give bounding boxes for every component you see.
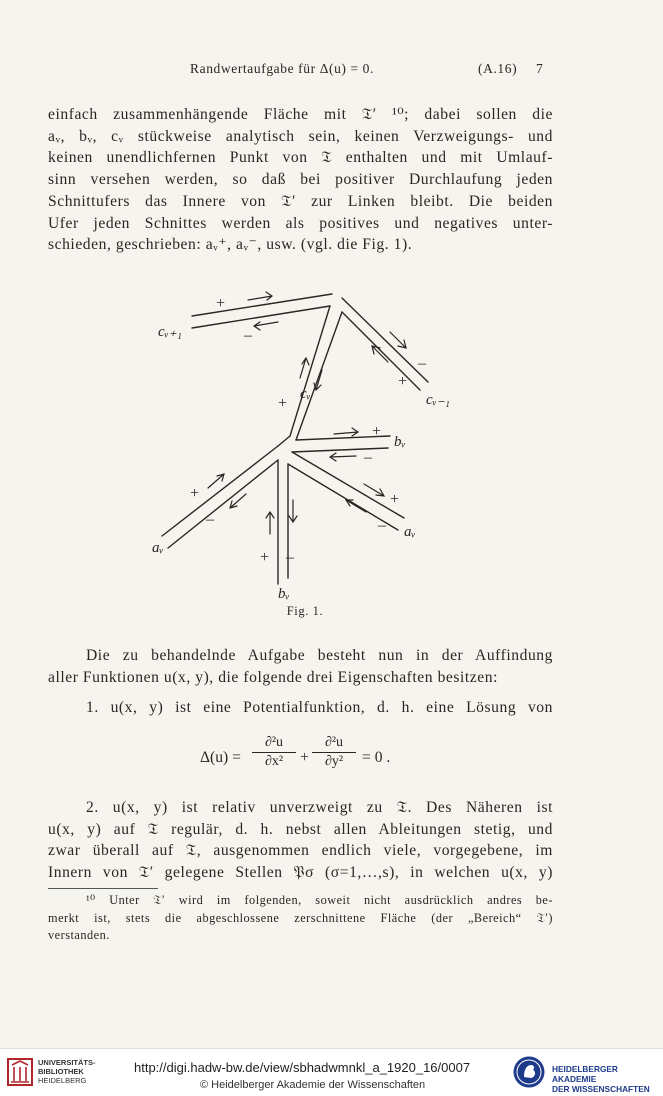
numerator: ∂²u: [324, 735, 344, 750]
text-line: u(x, y) auf 𝔗 regulär, d. h. nebst allen Ableitungen stetig, und: [48, 820, 553, 838]
footnote: [48, 892, 553, 945]
fraction-y: [310, 735, 358, 770]
label-c-v-plus-1: cᵥ₊₁: [158, 324, 182, 340]
university-library-name: [38, 1058, 96, 1085]
minus-sign: –: [244, 327, 252, 344]
cut-line: [342, 298, 428, 382]
text-line: sinn versehen werden, so daß bei positiver Durchlaufung jeden: [48, 171, 553, 189]
numerator: ∂²u: [264, 735, 284, 750]
cut-line: [278, 436, 290, 446]
cut-line: [290, 306, 330, 436]
text-line: Schnittufers das Innere von 𝔗′ zur Linken bleibt. Die beiden: [48, 192, 553, 210]
plus-sign: +: [216, 295, 226, 312]
plus-sign: +: [372, 423, 382, 440]
formula-rhs: = 0 .: [362, 749, 391, 766]
denominator: ∂x²: [264, 754, 284, 769]
page-number: 7: [536, 61, 544, 76]
ub-line: BIBLIOTHEK: [38, 1067, 84, 1076]
cut-line: [162, 446, 278, 536]
cut-diagram: [150, 286, 470, 606]
footnote-rule: [48, 888, 158, 889]
text-line: einfach zusammenhängende Fläche mit 𝔗′ ¹⁰; dabei sollen die: [48, 106, 553, 123]
university-library-logo-icon: [6, 1057, 34, 1087]
plus-operator: +: [300, 749, 309, 766]
cut-line: [168, 460, 278, 548]
figure-1: [150, 286, 470, 606]
ub-line: HEIDELBERG: [38, 1076, 87, 1085]
label-c-v-minus-1: cᵥ₋₁: [426, 392, 450, 408]
formula-lhs: Δ(u) =: [200, 749, 241, 766]
text-line: aller Funktionen u(x, y), die folgende drei Eigenschaften besitzen:: [48, 668, 498, 686]
label-a-v-right: aᵥ: [404, 524, 416, 540]
denominator: ∂y²: [324, 754, 344, 769]
fraction-bar: [312, 752, 356, 753]
arrow-icons: [208, 292, 406, 534]
plus-sign: +: [390, 491, 400, 508]
minus-sign: –: [364, 449, 372, 466]
label-b-v-bottom: bᵥ: [278, 586, 290, 602]
academy-seal-icon: [512, 1055, 546, 1089]
footnote-line: verstanden.: [48, 928, 110, 942]
footnote-line: ¹⁰ Unter 𝔗′ wird im folgenden, soweit nicht ausdrücklich andres be-: [86, 893, 553, 907]
plus-sign: +: [398, 373, 408, 390]
cut-line: [296, 312, 342, 440]
source-url-link[interactable]: http://digi.hadw-bw.de/view/sbhadwmnkl_a_1920_16/0007: [134, 1060, 471, 1075]
plus-sign: +: [190, 485, 200, 502]
academy-line: DER WISSENSCHAFTEN: [552, 1084, 650, 1094]
viewer-footer: [0, 1048, 663, 1096]
label-b-v: bᵥ: [394, 434, 406, 450]
minus-sign: –: [286, 549, 294, 566]
text-line: aᵥ, bᵥ, cᵥ stückweise analytisch sein, keinen Verzweigungs- und: [48, 127, 553, 145]
figure-caption: Fig. 1.: [286, 604, 324, 618]
academy-line: HEIDELBERGER AKADEMIE: [552, 1064, 618, 1084]
text-line: zwar überall auf 𝔗, ausgenommen endlich viele, vorgegebene, im: [48, 842, 553, 860]
footnote-line: merkt ist, stets die abgeschlossene zerschnittene Fläche (der „Bereich“ 𝔗′): [48, 910, 553, 925]
copyright-text: © Heidelberger Akademie der Wissenschaften: [200, 1079, 426, 1091]
minus-sign: –: [378, 517, 386, 534]
academy-name: [552, 1064, 663, 1094]
plus-sign: +: [278, 395, 288, 412]
text-line: Innern von 𝔗′ gelegene Stellen 𝔓σ (σ=1,…,s), in welchen u(x, y): [48, 864, 553, 882]
cut-line: [342, 312, 420, 390]
ub-line: UNIVERSITÄTS-: [38, 1058, 96, 1067]
item-1: [48, 697, 553, 719]
minus-sign: –: [206, 511, 214, 528]
cut-line: [292, 452, 404, 518]
text-line: Ufer jeden Schnittes werden als positives und negatives unter-: [48, 214, 553, 232]
text-line: 2. u(x, y) ist relativ unverzweigt zu 𝔗. Des Näheren ist: [86, 799, 553, 816]
fraction-x: [250, 735, 298, 770]
label-c-v: cᵥ: [300, 386, 311, 402]
cut-labels: [152, 324, 450, 602]
fraction-bar: [252, 752, 296, 753]
text-line: 1. u(x, y) ist eine Potentialfunktion, d. h. eine Lösung von: [86, 699, 553, 716]
plus-sign: +: [260, 549, 270, 566]
running-head-section: (A.16): [478, 61, 518, 76]
minus-sign: –: [418, 355, 426, 372]
text-line: keinen unendlichfernen Punkt von 𝔗 enthalten und mit Umlauf-: [48, 149, 553, 167]
text-line: schieden, geschrieben: aᵥ⁺, aᵥ⁻, usw. (vgl. die Fig. 1).: [48, 236, 413, 254]
label-a-v-left: aᵥ: [152, 540, 164, 556]
cut-line: [292, 448, 388, 452]
item-2: [48, 797, 553, 884]
paragraph-problem: [48, 645, 553, 688]
text-line: Die zu behandelnde Aufgabe besteht nun in der Auffindung: [86, 647, 553, 664]
running-head-title: Randwertaufgabe für Δ(u) = 0.: [190, 61, 375, 76]
paragraph-intro: [48, 104, 553, 256]
laplace-formula: [200, 735, 420, 781]
